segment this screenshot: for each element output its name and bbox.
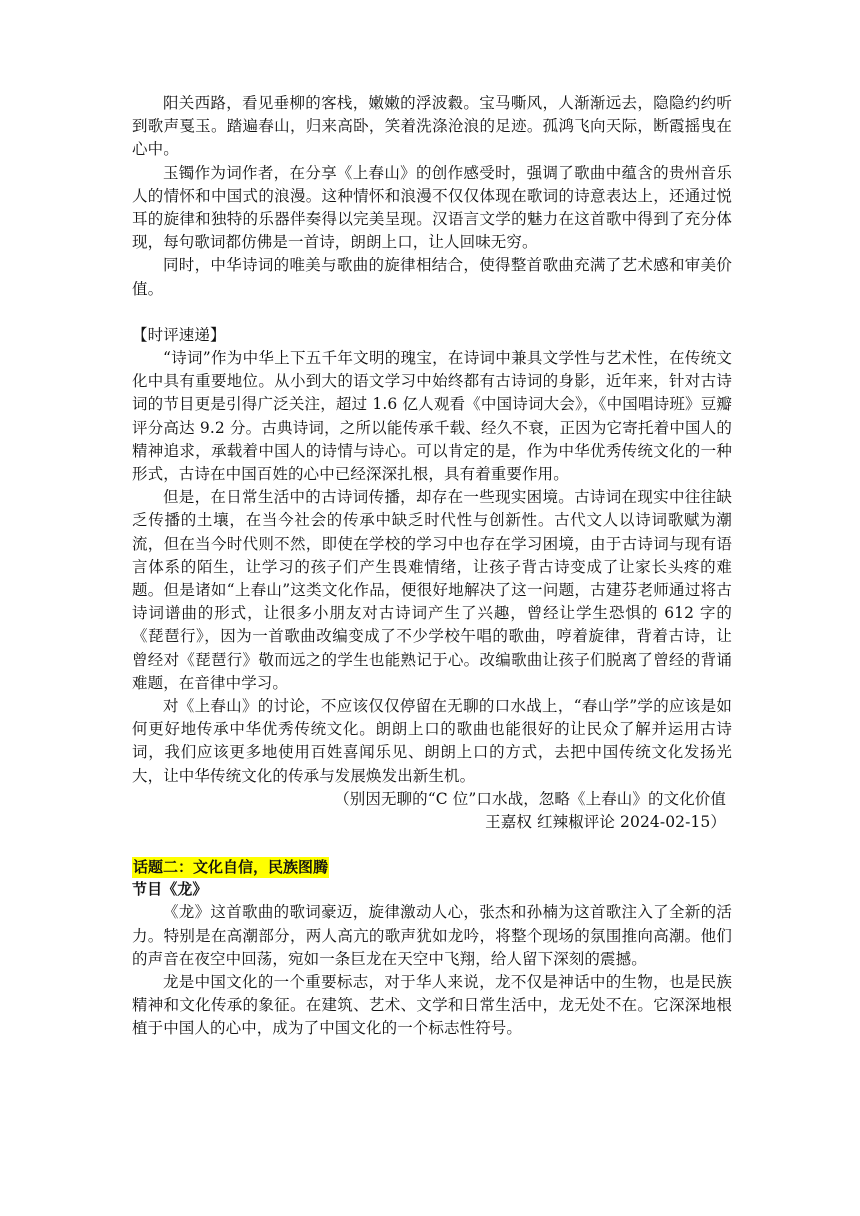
topic2-title-row [132, 857, 732, 878]
review-source-line-2: 王嘉权 红辣椒评论 2024-02-15） [485, 813, 726, 832]
review-paragraph-3: 对《上春山》的讨论，不应该仅仅停留在无聊的口水战上，“春山学”学的应该是如何更好地传承中华优秀传统文化。朗朗上口的歌曲也能很好的让民众了解并运用古诗词，我们应该更多地使用百姓喜闻乐见、朗朗上口的方式，去把中国传统文化发扬光大，让中华传统文化的传承与发展焕发出新生机。 [132, 697, 732, 785]
spacer [132, 834, 732, 857]
topic2-title: 话题二：文化自信，民族图腾 [133, 858, 329, 877]
review-heading: 【时评速递】 [132, 325, 226, 344]
document-page [132, 92, 732, 1041]
topic2-paragraph-2: 龙是中国文化的一个重要标志，对于华人来说，龙不仅是神话中的生物，也是民族精神和文化传承的象征。在建筑、艺术、文学和日常生活中，龙无处不在。它深深地根植于中国人的心中，成为了中国文化的一个标志性符号。 [132, 972, 732, 1038]
spacer [132, 301, 732, 324]
review-paragraph-2: 但是，在日常生活中的古诗词传播，却存在一些现实困境。古诗词在现实中往往缺乏传播的土壤，在当今社会的传承中缺乏时代性与创新性。古代文人以诗词歌赋为潮流，但在当今时代则不然，即使在学校的学习中也存在学习困境，由于古诗词与现有语言体系的陌生，让学习的孩子们产生畏难情绪，让孩子背古诗变成了让家长头疼的难题。但是诸如“上春山”这类文化作品，便很好地解决了这一问题，古建芬老师通过将古诗词谱曲的形式，让很多小朋友对古诗词产生了兴趣，曾经让学生恐惧的 612 字的《琵琶行》，因为一首歌曲改编变成了不少学校午唱的歌曲，哼着旋律，背着古诗，让曾经对《琵琶行》敬而远之的学生也能熟记于心。改编歌曲让孩子们脱离了曾经的背诵难题，在音律中学习。 [132, 488, 732, 692]
review-source-line-1: （别因无聊的“C 位”口水战，忽略《上春山》的文化价值 [334, 789, 726, 808]
review-paragraph-1: “诗词”作为中华上下五千年文明的瑰宝，在诗词中兼具文学性与艺术性，在传统文化中具有重要地位。从小到大的语文学习中始终都有古诗词的身影，近年来，针对古诗词的节目更是引得广泛关注，超过 1.6 亿人观看《中国诗词大会》，《中国唱诗班》豆瓣评分高达 9.2 分。古典诗词，之所以能传承千载、经久不衰，正因为它寄托着中国人的精神追求，承载着中国人的诗情与诗心。可以肯定的是，作为中华优秀传统文化的一种形式，古诗在中国百姓的心中已经深深扎根，具有着重要作用。 [132, 349, 732, 484]
intro-paragraph-3: 同时，中华诗词的唯美与歌曲的旋律相结合，使得整首歌曲充满了艺术感和审美价值。 [132, 256, 732, 298]
intro-paragraph-1: 阳关西路，看见垂柳的客栈，嫩嫩的浮波縠。宝马嘶风，人渐渐远去，隐隐约约听到歌声戛玉。踏遍春山，归来高卧，笑着洗涤沧浪的足迹。孤鸿飞向天际，断霞摇曳在心中。 [132, 94, 732, 159]
topic2-paragraph-1: 《龙》这首歌曲的歌词豪迈，旋律激动人心，张杰和孙楠为这首歌注入了全新的活力。特别是在高潮部分，两人高亢的歌声犹如龙吟，将整个现场的氛围推向高潮。他们的声音在夜空中回荡，宛如一条巨龙在天空中飞翔，给人留下深刻的震撼。 [132, 903, 732, 968]
intro-paragraph-2: 玉镯作为词作者，在分享《上春山》的创作感受时，强调了歌曲中蕴含的贵州音乐人的情怀和中国式的浪漫。这种情怀和浪漫不仅仅体现在歌词的诗意表达上，还通过悦耳的旋律和独特的乐器伴奏得以完美呈现。汉语言文学的魅力在这首歌中得到了充分体现，每句歌词都仿佛是一首诗，朗朗上口，让人回味无穷。 [132, 163, 732, 252]
topic2-program-title: 节目《龙》 [132, 880, 208, 899]
